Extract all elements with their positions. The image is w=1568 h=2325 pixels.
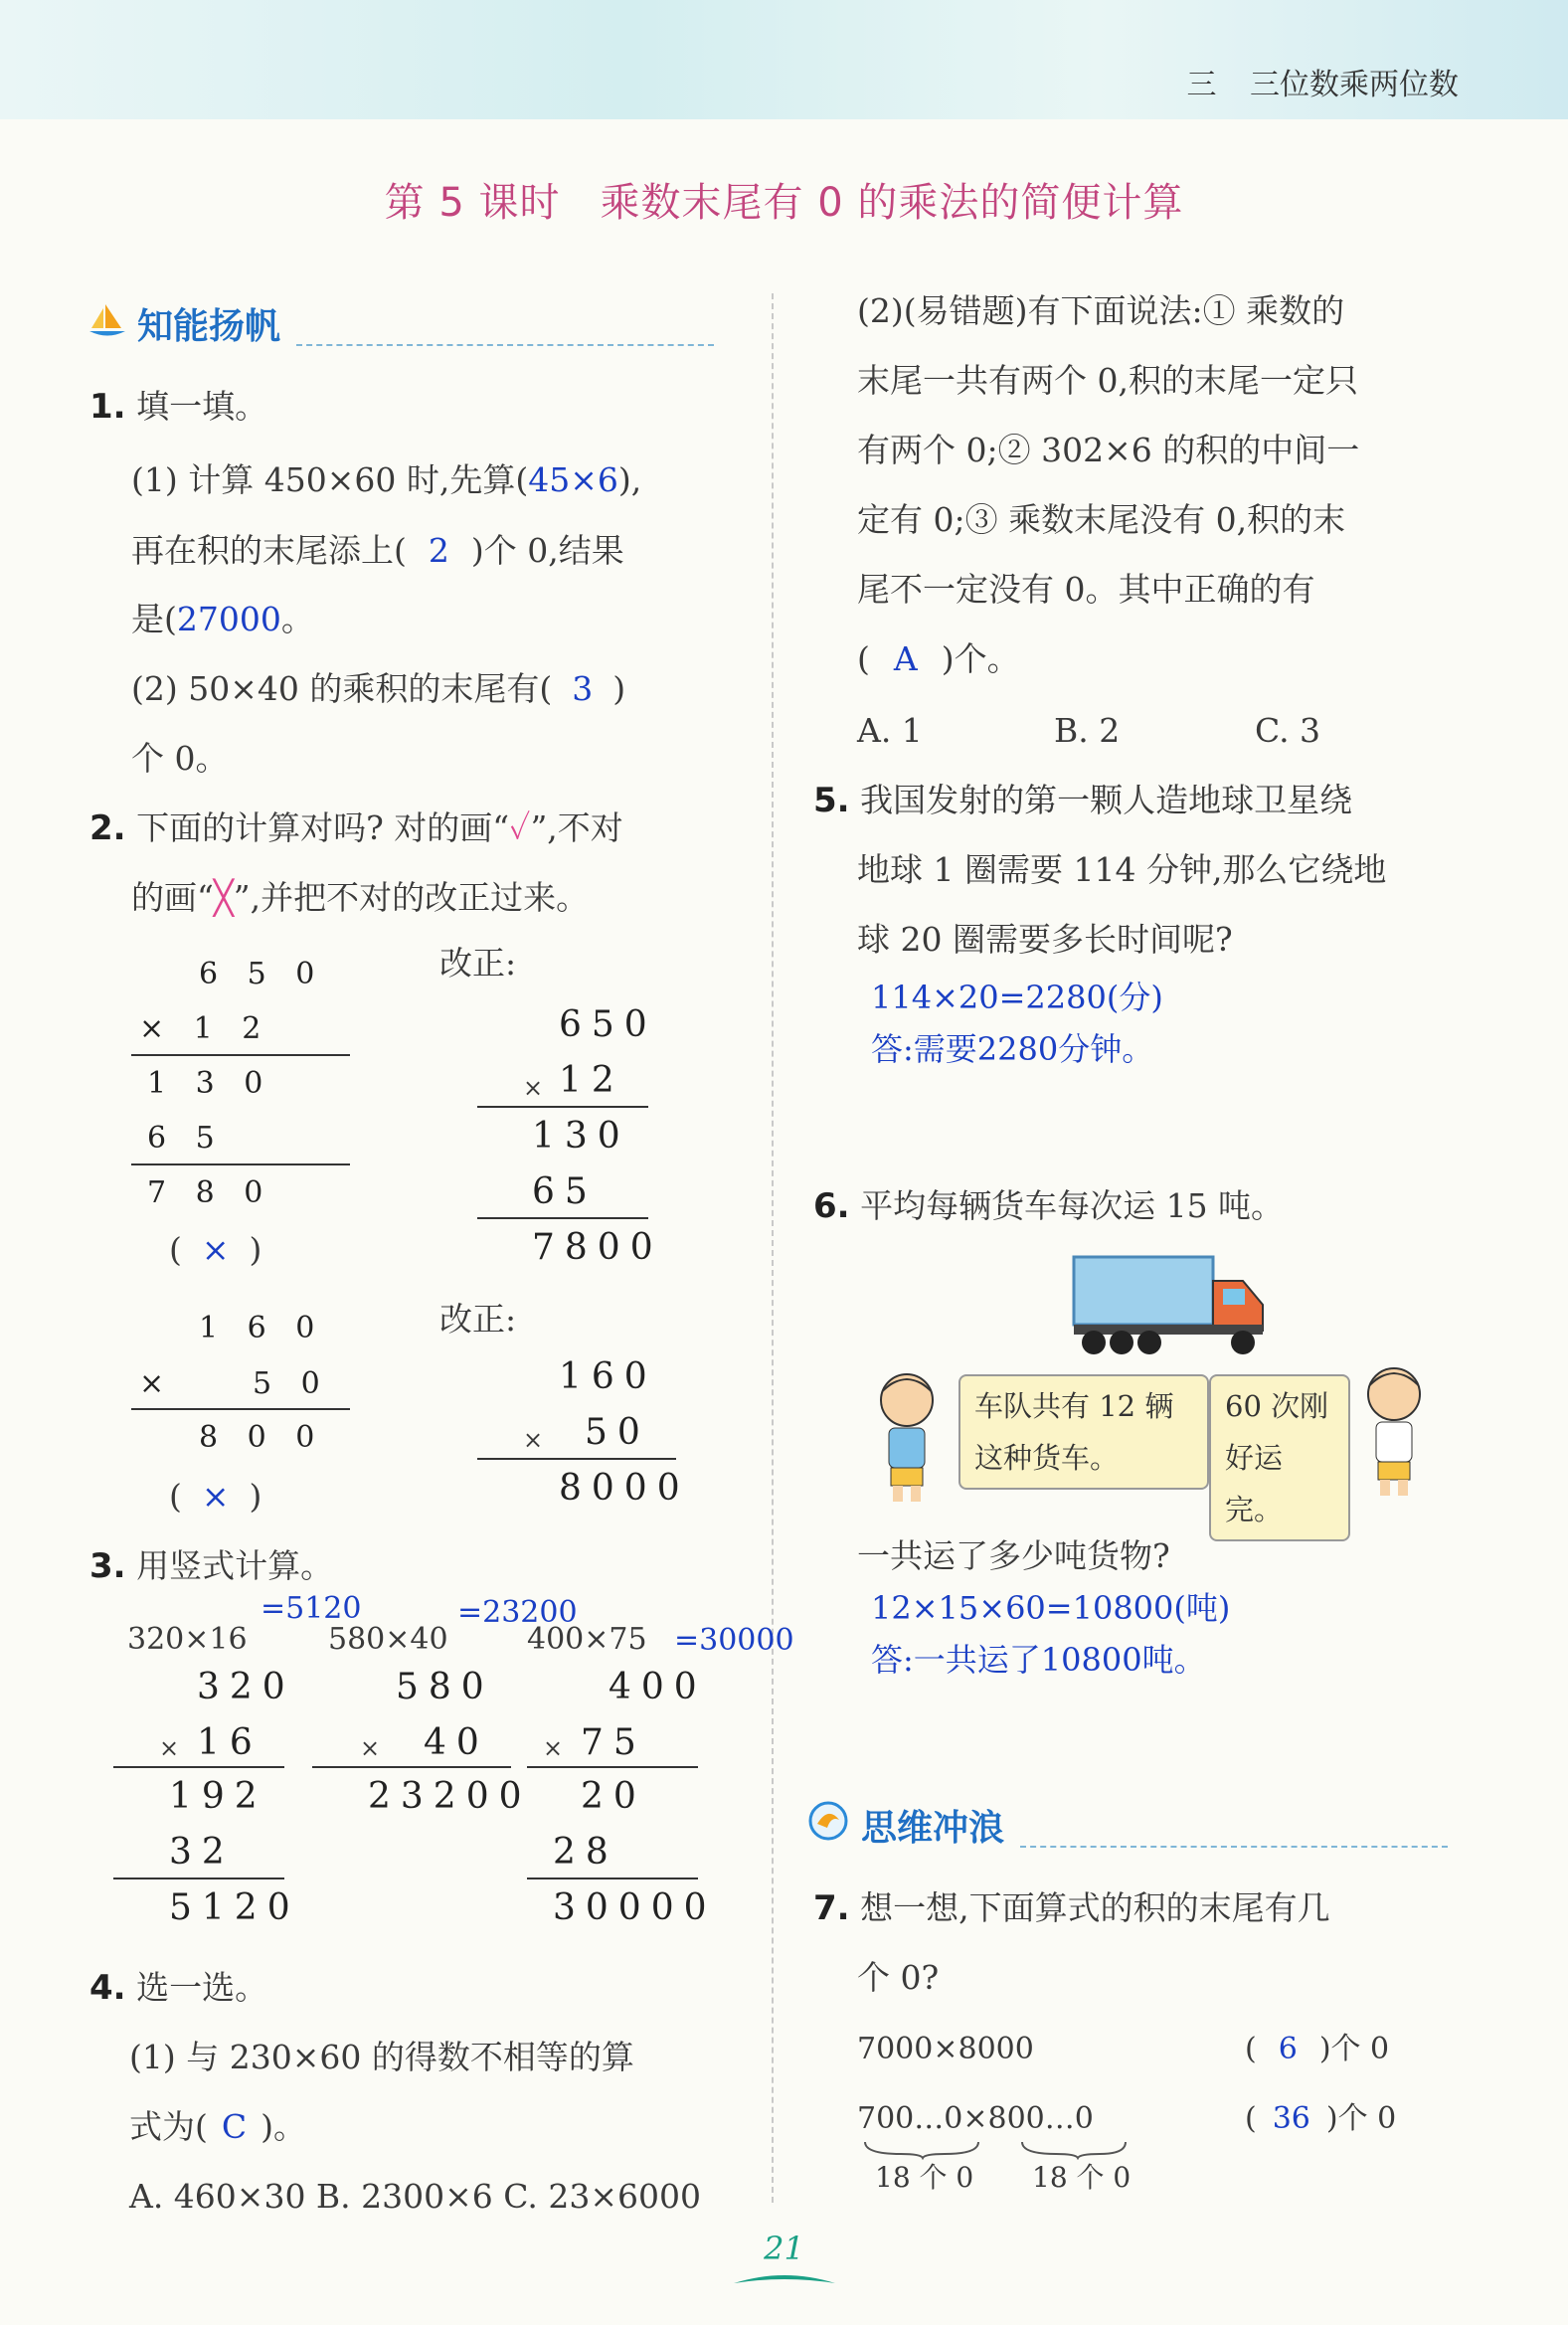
section-header-1 xyxy=(87,298,724,348)
fix1-row3: 130 xyxy=(532,1116,630,1157)
q1-part2-line1: (2) 50×40 的乘积的末尾有( 3 ) xyxy=(131,669,626,708)
fix2-row1: 160 xyxy=(559,1356,657,1397)
q4-part1-line1: (1) 与 230×60 的得数不相等的算 xyxy=(129,2038,634,2076)
q4-part2-line5: 尾不一定没有 0。其中正确的有 xyxy=(857,570,1315,609)
calc1-row2: × 1 2 xyxy=(139,1011,271,1046)
q4-part2-line2: 末尾一共有两个 0,积的末尾一定只 xyxy=(857,361,1358,400)
q4-part2-line3: 有两个 0;② 302×6 的积的中间一 xyxy=(857,431,1360,469)
multiply-sign: × xyxy=(159,1734,180,1762)
q1-part1-line2: 再在积的末尾添上( 2 )个 0,结果 xyxy=(131,531,624,570)
fix2-line xyxy=(477,1458,676,1460)
column-divider xyxy=(772,293,774,2203)
q7-line1: 7. 想一想,下面算式的积的末尾有几 xyxy=(813,1888,1330,1928)
wave-icon xyxy=(807,1800,849,1842)
calc1-judgement: ( × ) xyxy=(169,1230,262,1269)
q7-note-2: 18 个 0 xyxy=(1032,2161,1132,2194)
fix-label-2: 改正: xyxy=(439,1300,517,1339)
v3-line xyxy=(527,1878,698,1879)
calc1-row3: 1 3 0 xyxy=(147,1066,273,1101)
brace-annotation xyxy=(861,2140,1130,2160)
fix2-row3: 8000 xyxy=(559,1468,690,1509)
v1-row5: 5120 xyxy=(169,1887,300,1928)
fix1-row1: 650 xyxy=(559,1004,657,1045)
v1-line xyxy=(113,1766,284,1768)
q4-stem: 4. 选一选。 xyxy=(89,1968,268,2008)
fix1-row2: 12 xyxy=(559,1060,624,1101)
q3-stem: 3. 用竖式计算。 xyxy=(89,1546,334,1586)
calc1-row4: 6 5 xyxy=(147,1121,225,1156)
fix2-row2: 50 xyxy=(585,1412,650,1453)
q7-note-1: 18 个 0 xyxy=(875,2161,974,2194)
calc2-line xyxy=(131,1408,350,1410)
q7-answer-2: ( 36 )个 0 xyxy=(1245,2101,1397,2136)
v2-row1: 580 xyxy=(396,1667,494,1707)
v1-row4: 32 xyxy=(169,1832,235,1873)
fix-label-1: 改正: xyxy=(439,944,517,983)
q6-line1: 6. 平均每辆货车每次运 15 吨。 xyxy=(813,1186,1285,1226)
calc2-row2-sign: × xyxy=(139,1366,175,1401)
section-title-2: 思维冲浪 xyxy=(861,1808,1005,1849)
v2-row2: 40 xyxy=(424,1722,489,1763)
v1-row1: 320 xyxy=(197,1667,295,1707)
q7-expr-2: 700…0×800…0 xyxy=(857,2101,1094,2136)
section-underline xyxy=(296,344,714,346)
section-underline xyxy=(1020,1846,1448,1848)
v1-row3: 192 xyxy=(169,1776,267,1817)
calc1-line xyxy=(131,1054,350,1056)
q3-answer-1: =5120 xyxy=(261,1591,362,1626)
q3-expr-2: 580×40 xyxy=(328,1622,448,1657)
q3-answer-3: =30000 xyxy=(674,1623,794,1658)
sailboat-icon xyxy=(87,300,127,340)
unit-number: 三 xyxy=(1186,68,1217,102)
q3-expr-1: 320×16 xyxy=(127,1622,248,1657)
answer: 3 xyxy=(572,669,594,708)
q3-answer-2: =23200 xyxy=(457,1595,578,1630)
multiply-sign: × xyxy=(523,1074,544,1102)
calc1-row5: 7 8 0 xyxy=(147,1175,273,1210)
q4-option-c: C. 3 xyxy=(1255,711,1321,750)
fix1-row4: 65 xyxy=(532,1171,598,1212)
section-title-1: 知能扬帆 xyxy=(137,306,281,347)
q1-part2-line2: 个 0。 xyxy=(131,739,229,778)
speech-bubble-2: 60 次刚 好运完。 xyxy=(1209,1374,1350,1541)
answer: 2 xyxy=(428,531,449,570)
q5-line1: 5. 我国发射的第一颗人造地球卫星绕 xyxy=(813,781,1353,820)
fix1-line xyxy=(477,1106,648,1108)
q4-option-b: B. 2 xyxy=(1054,711,1121,750)
calc2-row3: 8 0 0 xyxy=(199,1420,325,1455)
v3-row2: 75 xyxy=(581,1722,646,1763)
lesson-title: 第 5 课时 乘数末尾有 0 的乘法的简便计算 xyxy=(384,180,1184,226)
q4-part1-options: A. 460×30 B. 2300×6 C. 23×6000 xyxy=(129,2177,701,2216)
q4-part2-line1: (2)(易错题)有下面说法:① 乘数的 xyxy=(857,291,1345,330)
q1-part1-line3: 是(27000。 xyxy=(131,600,314,638)
v3-row4: 28 xyxy=(553,1832,618,1873)
calc1-line xyxy=(131,1163,350,1165)
q7-expr-1: 7000×8000 xyxy=(857,2032,1034,2066)
q4-part2-line4: 定有 0;③ 乘数末尾没有 0,积的末 xyxy=(857,500,1346,539)
truck-icon xyxy=(1064,1251,1273,1360)
check-mark-icon: ✓ xyxy=(509,808,531,847)
boy-right-icon xyxy=(1354,1360,1434,1500)
calc2-row1: 1 6 0 xyxy=(199,1311,325,1345)
multiply-sign: × xyxy=(543,1734,564,1762)
q1-number: 1. xyxy=(89,387,126,427)
page-ornament xyxy=(730,2269,839,2289)
calc2-row2: 5 0 xyxy=(253,1366,330,1401)
unit-name: 三位数乘两位数 xyxy=(1250,68,1459,102)
answer: 45×6 xyxy=(528,460,618,499)
answer: 27000 xyxy=(176,600,281,638)
v2-line xyxy=(312,1766,511,1768)
q7-answer-1: ( 6 )个 0 xyxy=(1245,2032,1390,2066)
q5-answer-2: 答:需要2280分钟。 xyxy=(871,1030,1154,1068)
section-header-2 xyxy=(807,1800,1454,1850)
q7-line2: 个 0? xyxy=(857,1958,940,1997)
v1-row2: 16 xyxy=(197,1722,262,1763)
fix1-row5: 7800 xyxy=(532,1227,663,1268)
multiply-sign: × xyxy=(360,1734,381,1762)
q2-line2: 的画“╳”,并把不对的改正过来。 xyxy=(131,878,590,917)
q5-line2: 地球 1 圈需要 114 分钟,那么它绕地 xyxy=(857,850,1387,889)
q1-stem: 填一填。 xyxy=(136,387,268,426)
q6-answer-1: 12×15×60=10800(吨) xyxy=(871,1589,1231,1627)
calc1-row1: 6 5 0 xyxy=(199,957,325,991)
boy-left-icon xyxy=(867,1366,947,1506)
q4-part2-line6: ( A )个。 xyxy=(857,639,1020,678)
q4-option-a: A. 1 xyxy=(857,711,923,750)
q3-expr-3: 400×75 xyxy=(527,1622,647,1657)
v3-row5: 30000 xyxy=(553,1887,717,1928)
q4-part1-line2: 式为( C )。 xyxy=(129,2107,306,2146)
cross-mark-icon: ╳ xyxy=(213,878,234,917)
q6-question: 一共运了多少吨货物? xyxy=(857,1536,1170,1575)
unit-header xyxy=(1162,60,1459,103)
v3-row3: 20 xyxy=(581,1776,646,1817)
v3-line xyxy=(527,1766,698,1768)
page-number: 21 xyxy=(764,2230,804,2267)
speech-bubble-1: 车队共有 12 辆 这种货车。 xyxy=(958,1374,1209,1490)
q6-answer-2: 答:一共运了10800吨。 xyxy=(871,1641,1206,1679)
v3-row1: 400 xyxy=(609,1667,707,1707)
q1-part1-line1: (1) 计算 450×60 时,先算(45×6), xyxy=(131,460,642,499)
v2-row3: 23200 xyxy=(368,1776,532,1817)
fix1-line xyxy=(477,1217,648,1219)
v1-line xyxy=(113,1878,284,1879)
q5-line3: 球 20 圈需要多长时间呢? xyxy=(857,920,1233,959)
calc2-judgement: ( × ) xyxy=(169,1477,262,1516)
multiply-sign: × xyxy=(523,1426,544,1454)
q5-answer-1: 114×20=2280(分) xyxy=(871,979,1163,1016)
q2-line1: 2. 下面的计算对吗? 对的画“✓”,不对 xyxy=(89,808,623,848)
